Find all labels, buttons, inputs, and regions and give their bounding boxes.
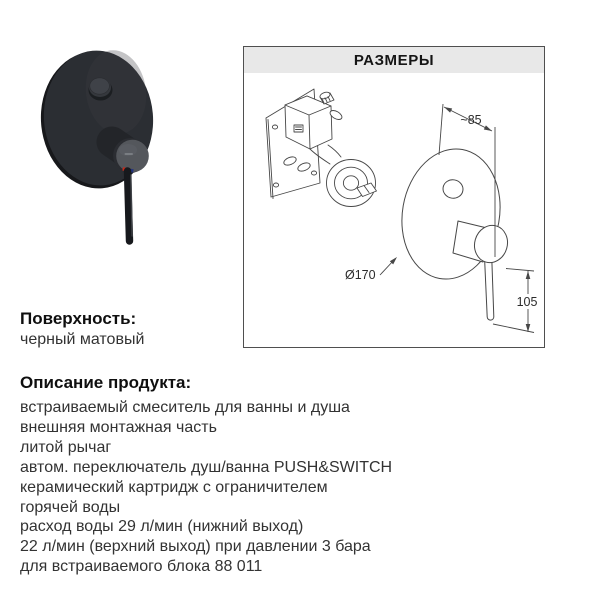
lever — [128, 171, 133, 241]
description-line: литой рычаг — [20, 438, 112, 456]
description-lines — [20, 398, 392, 577]
description-line: горячей воды — [20, 498, 121, 516]
description-block — [20, 372, 392, 577]
dimensions-panel — [243, 46, 545, 348]
panel-title: РАЗМЕРЫ — [244, 47, 544, 73]
description-line: керамический картридж с ограничителем — [20, 478, 328, 496]
dim-diameter-label: Ø170 — [345, 268, 376, 282]
description-line: встраиваемый смеситель для ванны и душа — [20, 399, 350, 416]
trim-front-drawing — [392, 141, 512, 320]
dim-depth-label: ~85 — [460, 113, 482, 127]
dim-lever-label: 105 — [516, 295, 538, 309]
plate — [35, 46, 158, 193]
dimensions-diagram — [244, 73, 544, 347]
description-line: расход воды 29 л/мин (нижний выход) — [20, 518, 304, 536]
description-line: для встраиваемого блока 88 011 — [20, 558, 263, 576]
rough-in-unit-drawing — [266, 89, 377, 207]
description-label: Описание продукта: — [20, 373, 192, 392]
surface-value: черный матовый — [20, 331, 145, 348]
surface-block — [20, 308, 144, 350]
description-line: автом. переключатель душ/ванна PUSH&SWITCH — [20, 458, 393, 476]
surface-label: Поверхность: — [20, 309, 137, 328]
brand-logo-mark — [125, 153, 134, 155]
dim-lever-105 — [493, 269, 544, 333]
dim-diameter-170 — [345, 257, 397, 282]
product-photo — [0, 20, 200, 255]
description-line: внешняя монтажная часть — [20, 418, 217, 436]
description-line: 22 л/мин (верхний выход) при давлении 3 бара — [20, 538, 371, 556]
